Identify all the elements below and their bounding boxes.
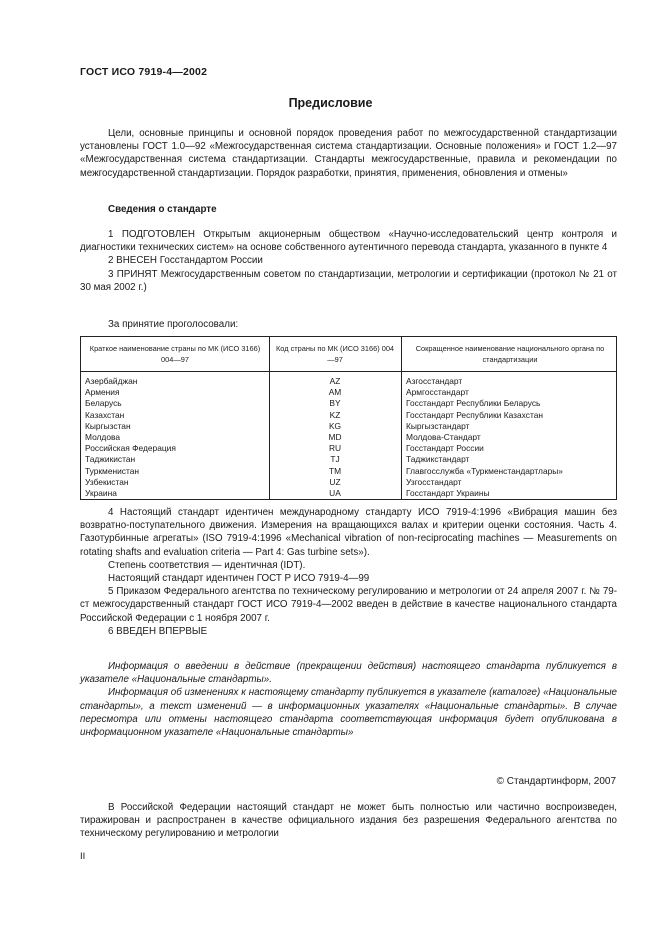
table-header-body: Сокращенное наименование национального органа по стандартизации (415, 344, 605, 364)
item-2: 2 ВНЕСЕН Госстандартом России (108, 255, 263, 267)
info-items-section (80, 228, 617, 294)
item-1: 1 ПОДГОТОВЛЕН Открытым акционерным обществом «Научно-исследовательский центр контроля и диагностики технических систем» на основе собственного аутентичного перевода стандарта, указанного в пункте 4 (80, 229, 617, 254)
info-heading: Сведения о стандарте (108, 204, 217, 215)
voted-label: За принятие проголосовали: (108, 319, 239, 330)
table-cell-code: TM (328, 465, 342, 476)
table-cell-body: Главгосслужба «Туркменстандартлары» (406, 465, 563, 476)
info-heading-section (80, 203, 617, 216)
degree-of-conformity: Степень соответствия — идентичная (IDT). (108, 559, 306, 571)
table-cell-country: Молдова (85, 431, 120, 442)
table-cell-body: Таджикстандарт (406, 454, 470, 465)
intro-paragraph: Цели, основные принципы и основной порядок проведения работ по межгосударственной стандартизации установлены ГОСТ 1.0—92 «Межгосударственная система стандартизации. Основные положения» и ГОСТ 1.2—97 «Межгосударственная система стандартизации. Стандарты межгосударственные, правила и рекомендации по межгосударственной стандартизации. Порядок разработки, принятия, применения, обновления и отмены» (80, 128, 617, 179)
table-row (81, 466, 616, 477)
item-4: 4 Настоящий стандарт идентичен международному стандарту ИСО 7919-4:1996 «Вибрация машин без возвратно-поступательного движения. Измерения на вращающихся валах и критерии оценки состояния. Часть 4. Газотурбинные агрегаты» (ISO 7919-4:1996 «Mechanical vibration of non-reciprocating machines — Measurements on rotating shafts and evaluation criteria — Part 4: Gas turbine sets»). (80, 507, 617, 558)
table-cell-code: UA (329, 487, 341, 498)
copyright: © Стандартинформ, 2007 (496, 776, 616, 787)
table-row (81, 398, 616, 409)
table-cell-code: AZ (329, 376, 341, 386)
table-cell-code: UZ (329, 476, 341, 487)
document-header: ГОСТ ИСО 7919-4—2002 (80, 66, 208, 78)
table-row (81, 454, 616, 465)
table-cell-country: Российская Федерация (85, 443, 176, 454)
table-cell-code: TJ (330, 454, 340, 465)
table-header-country: Краткое наименование страны по МК (ИСО 3166) 004—97 (89, 344, 261, 364)
table-row (81, 376, 616, 387)
table-header-code: Код страны по МК (ИСО 3166) 004—97 (275, 344, 395, 364)
table-cell-body: Армгосстандарт (406, 387, 469, 398)
item-3: 3 ПРИНЯТ Межгосударственным советом по стандартизации, метрологии и сертификации (протокол № 21 от 30 мая 2002 г.) (80, 268, 617, 293)
table-cell-body: Госстандарт России (406, 443, 484, 454)
table-cell-body: Азгосстандарт (406, 376, 463, 386)
table-cell-country: Кыргызстан (85, 420, 131, 431)
table-row (81, 443, 616, 454)
table-body (81, 376, 616, 499)
item-5: 5 Приказом Федерального агентства по техническому регулированию и метрологии от 24 апреля 2007 г. № 79-ст межгосударственный стандарт ГОСТ ИСО 7919-4—2002 введен в действие в качестве национального стандарта Российской Федерации с 1 ноября 2007 г. (80, 586, 617, 624)
table-row (81, 488, 616, 499)
table-cell-code: KZ (329, 409, 341, 420)
identical-standard: Настоящий стандарт идентичен ГОСТ Р ИСО 7919-4—99 (108, 573, 370, 585)
table-cell-body: Госстандарт Республики Казахстан (406, 409, 543, 420)
note-introduction: Информация о введении в действие (прекращении действия) настоящего стандарта публикуется в указателе «Национальные стандарты». (80, 661, 617, 686)
table-cell-body: Госстандарт Республики Беларусь (406, 398, 541, 409)
table-cell-body: Кыргызстандарт (406, 420, 470, 431)
item-6: 6 ВВЕДЕН ВПЕРВЫЕ (108, 625, 208, 637)
note-changes: Информация об изменениях к настоящему стандарту публикуется в указателе (каталоге) «Национальные стандарты», а текст изменений — в информационных указателях «Национальные стандарты». В случае пересмотра или отмены настоящего стандарта соответствующая информация будет опубликована в информационном указателе «Национальные стандарты» (80, 687, 617, 739)
page-title: Предисловие (288, 96, 373, 110)
page-number: II (80, 851, 86, 862)
table-cell-country: Туркменистан (85, 465, 139, 476)
table-cell-code: MD (328, 431, 342, 442)
table-cell-country: Армения (85, 387, 120, 398)
table-cell-country: Азербайджан (85, 376, 138, 386)
legal-notice: В Российской Федерации настоящий стандарт не может быть полностью или частично воспроизведен, тиражирован и распространен в качестве официального издания без разрешения Федерального агентства по техническому регулированию и метрологии (80, 802, 617, 840)
table-cell-body: Госстандарт Украины (406, 487, 490, 498)
table-row (81, 477, 616, 488)
table-cell-code: RU (328, 443, 342, 454)
table-cell-country: Украина (85, 487, 117, 498)
notes-section (80, 660, 617, 739)
table-cell-body: Молдова-Стандарт (406, 431, 481, 442)
voting-table (80, 336, 617, 500)
intro-section (80, 127, 617, 180)
table-row (81, 421, 616, 432)
table-row (81, 432, 616, 443)
table-cell-code: AM (328, 387, 342, 398)
table-cell-country: Казахстан (85, 409, 125, 420)
table-cell-country: Таджикистан (85, 454, 136, 465)
table-row (81, 387, 616, 398)
voted-section (80, 318, 617, 331)
table-cell-body: Узгосстандарт (406, 476, 462, 487)
standard-info-section (80, 506, 617, 638)
table-cell-code: BY (329, 398, 341, 409)
table-cell-country: Беларусь (85, 398, 122, 409)
table-cell-code: KG (328, 420, 342, 431)
table-row (81, 410, 616, 421)
legal-section (80, 801, 617, 841)
table-cell-country: Узбекистан (85, 476, 129, 487)
